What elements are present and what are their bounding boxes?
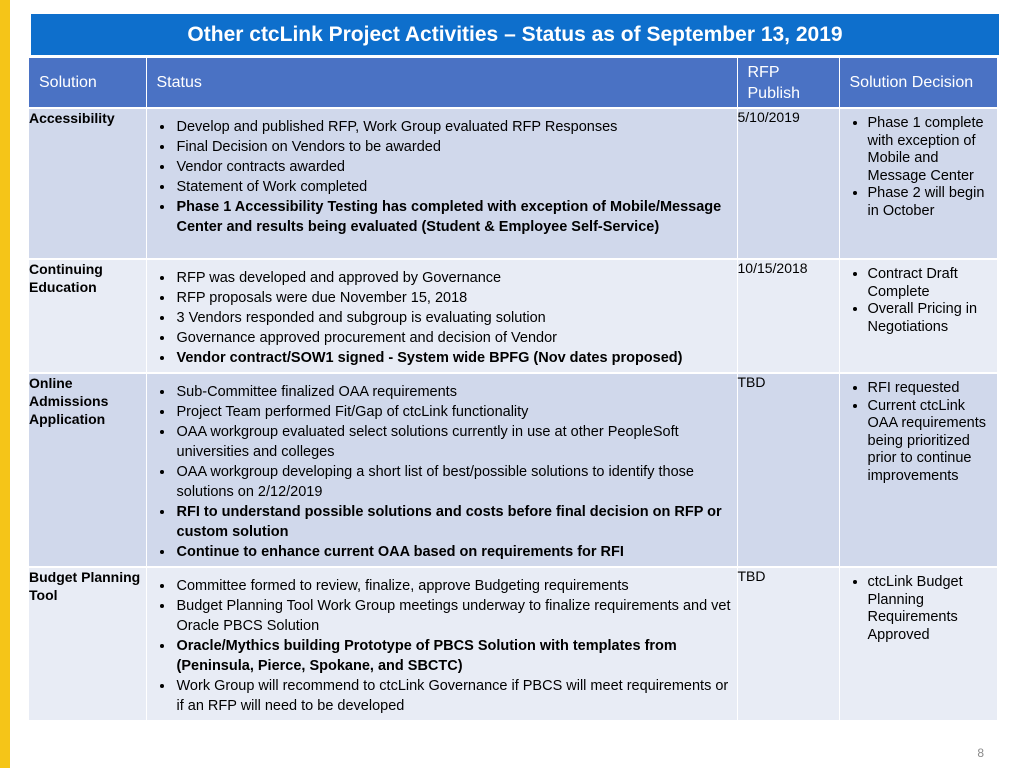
rfp-publish-cell: TBD <box>737 567 839 721</box>
decision-cell <box>839 373 997 567</box>
header-solution: Solution <box>29 58 146 108</box>
rfp-publish-cell: 5/10/2019 <box>737 108 839 259</box>
status-list <box>147 568 737 720</box>
status-cell <box>146 567 737 721</box>
page-number: 8 <box>977 746 984 760</box>
status-item: • Oracle/Mythics building Prototype of PBCS Solution with templates from (Peninsula, Pierce, Spokane, and SBCTC) <box>175 636 731 676</box>
decision-list <box>840 260 997 340</box>
slide-title: Other ctcLink Project Activities – Status as of September 13, 2019 <box>31 14 999 55</box>
status-item: • Develop and published RFP, Work Group evaluated RFP Responses <box>175 117 731 137</box>
status-item: • Vendor contracts awarded <box>175 157 731 177</box>
table-row <box>29 108 997 259</box>
header-status: Status <box>146 58 737 108</box>
status-item: • Phase 1 Accessibility Testing has completed with exception of Mobile/Message Center and results being evaluated (Student & Employee Self-Service) <box>175 197 731 237</box>
table-header-row <box>29 58 997 108</box>
status-item: • RFP proposals were due November 15, 2018 <box>175 288 731 308</box>
table-row <box>29 567 997 721</box>
solution-cell: Budget Planning Tool <box>29 567 146 721</box>
status-cell <box>146 259 737 373</box>
table-row <box>29 259 997 373</box>
status-item: • Sub-Committee finalized OAA requirements <box>175 382 731 402</box>
rfp-publish-cell: 10/15/2018 <box>737 259 839 373</box>
status-item: • 3 Vendors responded and subgroup is evaluating solution <box>175 308 731 328</box>
decision-item: • Phase 1 complete with exception of Mobile and Message Center <box>868 115 991 185</box>
decision-item: • Phase 2 will begin in October <box>868 185 991 220</box>
decision-cell <box>839 108 997 259</box>
status-cell <box>146 373 737 567</box>
decision-list <box>840 374 997 489</box>
solution-cell: Accessibility <box>29 108 146 259</box>
status-item: • Vendor contract/SOW1 signed - System wide BPFG (Nov dates proposed) <box>175 348 731 368</box>
decision-cell <box>839 567 997 721</box>
header-rfp-publish: RFP Publish <box>737 58 839 108</box>
decision-item: • Current ctcLink OAA requirements being prioritized prior to continue improvements <box>868 398 991 486</box>
status-item: • Committee formed to review, finalize, approve Budgeting requirements <box>175 576 731 596</box>
status-item: • Final Decision on Vendors to be awarded <box>175 137 731 157</box>
decision-item: • ctcLink Budget Planning Requirements Approved <box>868 574 991 644</box>
decision-item: • RFI requested <box>868 380 991 398</box>
status-item: • Work Group will recommend to ctcLink Governance if PBCS will meet requirements or if an RFP will need to be developed <box>175 676 731 716</box>
decision-item: • Overall Pricing in Negotiations <box>868 301 991 336</box>
status-item: • RFP was developed and approved by Governance <box>175 268 731 288</box>
status-item: • OAA workgroup developing a short list of best/possible solutions to identify those solutions on 2/12/2019 <box>175 462 731 502</box>
solution-cell: Online Admissions Application <box>29 373 146 567</box>
status-item: • Budget Planning Tool Work Group meetings underway to finalize requirements and vet Oracle PBCS Solution <box>175 596 731 636</box>
decision-cell <box>839 259 997 373</box>
decision-list <box>840 109 997 224</box>
status-item: • OAA workgroup evaluated select solutions currently in use at other PeopleSoft universities and colleges <box>175 422 731 462</box>
decision-list <box>840 568 997 648</box>
status-item: • RFI to understand possible solutions and costs before final decision on RFP or custom solution <box>175 502 731 542</box>
status-list <box>147 109 737 241</box>
rfp-publish-cell: TBD <box>737 373 839 567</box>
solution-cell: Continuing Education <box>29 259 146 373</box>
status-item: • Continue to enhance current OAA based on requirements for RFI <box>175 542 731 562</box>
status-item: • Governance approved procurement and decision of Vendor <box>175 328 731 348</box>
decision-item: • Contract Draft Complete <box>868 266 991 301</box>
status-cell <box>146 108 737 259</box>
status-list <box>147 260 737 372</box>
status-list <box>147 374 737 566</box>
table-row <box>29 373 997 567</box>
status-item: • Project Team performed Fit/Gap of ctcLink functionality <box>175 402 731 422</box>
header-solution-decision: Solution Decision <box>839 58 997 108</box>
status-table <box>29 58 998 722</box>
status-item: • Statement of Work completed <box>175 177 731 197</box>
accent-bar <box>0 0 10 768</box>
